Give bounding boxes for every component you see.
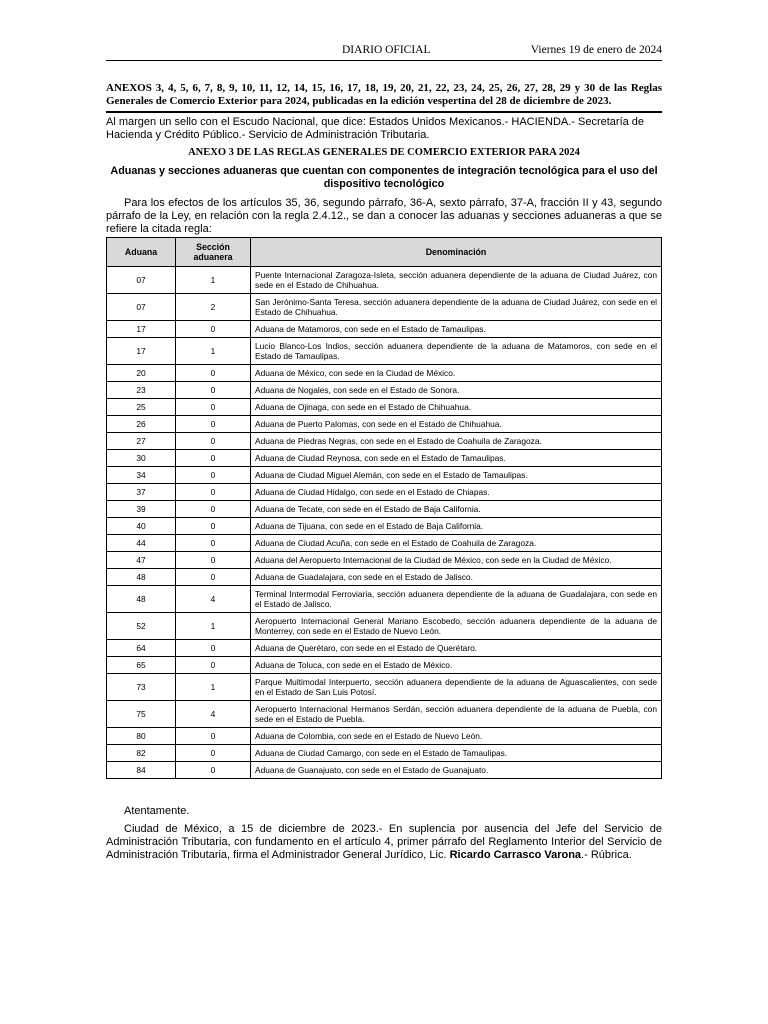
denominacion-cell: Aduana de Nogales, con sede en el Estado de Sonora. [251, 382, 662, 399]
denominacion-cell: Aduana de Matamoros, con sede en el Estado de Tamaulipas. [251, 321, 662, 338]
table-row [107, 294, 662, 321]
aduana-cell: 84 [107, 762, 176, 779]
seccion-cell: 0 [176, 640, 251, 657]
denominacion-cell: Aduana de Tijuana, con sede en el Estado de Baja California. [251, 518, 662, 535]
document-page [106, 0, 662, 862]
denominacion-cell: Terminal Intermodal Ferroviaria, sección aduanera dependiente de la aduana de Guadalajara, con sede en el Estado de Jalisco. [251, 586, 662, 613]
aduana-cell: 17 [107, 321, 176, 338]
header-denominacion: Denominación [251, 238, 662, 267]
denominacion-cell: Puente Internacional Zaragoza-Isleta, sección aduanera dependiente de la aduana de Ciudad Juárez, con sede en el Estado de Chihuahua. [251, 267, 662, 294]
header-aduana: Aduana [107, 238, 176, 267]
seccion-cell: 0 [176, 382, 251, 399]
denominacion-cell: Aduana de Tecate, con sede en el Estado de Baja California. [251, 501, 662, 518]
denominacion-cell: Aduana de Piedras Negras, con sede en el Estado de Coahuila de Zaragoza. [251, 433, 662, 450]
aduana-cell: 52 [107, 613, 176, 640]
table-row [107, 450, 662, 467]
denominacion-cell: Aduana de Ciudad Hidalgo, con sede en el Estado de Chiapas. [251, 484, 662, 501]
aduana-cell: 44 [107, 535, 176, 552]
aduana-cell: 48 [107, 569, 176, 586]
publication-date: Viernes 19 de enero de 2024 [530, 44, 662, 56]
seccion-cell: 0 [176, 484, 251, 501]
page-header [106, 0, 662, 66]
aduana-cell: 73 [107, 674, 176, 701]
denominacion-cell: Aduana de México, con sede en la Ciudad de México. [251, 365, 662, 382]
publication-name: DIARIO OFICIAL [342, 44, 431, 56]
table-row [107, 657, 662, 674]
seccion-cell: 0 [176, 321, 251, 338]
table-row [107, 321, 662, 338]
seccion-cell: 0 [176, 467, 251, 484]
denominacion-cell: Aeropuerto Internacional Hermanos Serdán, sección aduanera dependiente de la aduana de Puebla, con sede en el Estado de Puebla. [251, 701, 662, 728]
aduana-cell: 25 [107, 399, 176, 416]
section-heading: ANEXO 3 DE LAS REGLAS GENERALES DE COMERCIO EXTERIOR PARA 2024 [188, 147, 580, 158]
table-row [107, 535, 662, 552]
seccion-cell: 0 [176, 569, 251, 586]
aduana-cell: 40 [107, 518, 176, 535]
aduana-cell: 80 [107, 728, 176, 745]
aduana-cell: 34 [107, 467, 176, 484]
denominacion-cell: Aduana de Puerto Palomas, con sede en el Estado de Chihuahua. [251, 416, 662, 433]
table-row [107, 382, 662, 399]
table-row [107, 552, 662, 569]
denominacion-cell: Aduana de Ojinaga, con sede en el Estado de Chihuahua. [251, 399, 662, 416]
seccion-cell: 0 [176, 535, 251, 552]
denominacion-cell: Aduana del Aeropuerto Internacional de la Ciudad de México, con sede en la Ciudad de México. [251, 552, 662, 569]
seccion-cell: 0 [176, 416, 251, 433]
aduana-cell: 27 [107, 433, 176, 450]
seccion-cell: 0 [176, 501, 251, 518]
denominacion-cell: Aduana de Querétaro, con sede en el Estado de Querétaro. [251, 640, 662, 657]
denominacion-cell: Aeropuerto Internacional General Mariano Escobedo, sección aduanera dependiente de la aduana de Monterrey, con sede en el Estado de Nuevo León. [251, 613, 662, 640]
table-row [107, 613, 662, 640]
denominacion-cell: Lucio Blanco-Los Indios, sección aduanera dependiente de la aduana de Matamoros, con sede en el Estado de Tamaulipas. [251, 338, 662, 365]
denominacion-cell: Parque Multimodal Interpuerto, sección aduanera dependiente de la aduana de Aguascalientes, con sede en el Estado de San Luis Potosí. [251, 674, 662, 701]
table-row [107, 745, 662, 762]
denominacion-cell: Aduana de Guanajuato, con sede en el Estado de Guanajuato. [251, 762, 662, 779]
table-row [107, 416, 662, 433]
table-row [107, 640, 662, 657]
table-row [107, 501, 662, 518]
seccion-cell: 0 [176, 399, 251, 416]
aduana-cell: 23 [107, 382, 176, 399]
table-row [107, 586, 662, 613]
aduana-cell: 48 [107, 586, 176, 613]
header-seccion: Sección aduanera [176, 238, 251, 267]
denominacion-cell: San Jerónimo-Santa Teresa, sección aduanera dependiente de la aduana de Ciudad Juárez, con sede en el Estado de Chihuahua. [251, 294, 662, 321]
seccion-cell: 1 [176, 674, 251, 701]
table-row [107, 728, 662, 745]
seccion-cell: 0 [176, 745, 251, 762]
table-row [107, 399, 662, 416]
seccion-cell: 0 [176, 365, 251, 382]
aduana-cell: 75 [107, 701, 176, 728]
seccion-cell: 2 [176, 294, 251, 321]
closing-rubrica: .- Rúbrica. [581, 848, 632, 861]
table-row [107, 365, 662, 382]
seccion-cell: 0 [176, 762, 251, 779]
aduana-cell: 30 [107, 450, 176, 467]
aduana-cell: 07 [107, 294, 176, 321]
aduana-cell: 82 [107, 745, 176, 762]
seccion-cell: 0 [176, 552, 251, 569]
denominacion-cell: Aduana de Colombia, con sede en el Estado de Nuevo León. [251, 728, 662, 745]
intro-paragraph: Para los efectos de los artículos 35, 36, segundo párrafo, 36-A, sexto párrafo, 37-A, fracción II y 43, segundo párrafo de la Ley, en relación con la regla 2.4.12., se dan a conocer las aduanas y secciones aduaneras a que se refiere la citada regla: [106, 197, 662, 235]
aduana-cell: 65 [107, 657, 176, 674]
seal-text: Al margen un sello con el Escudo Nacional, que dice: Estados Unidos Mexicanos.- HACIENDA.- Secretaría de Hacienda y Crédito Público.- Servicio de Administración Tributaria. [106, 116, 645, 141]
aduana-cell: 39 [107, 501, 176, 518]
aduana-cell: 37 [107, 484, 176, 501]
table-row [107, 674, 662, 701]
table-row [107, 467, 662, 484]
closing-text: Ciudad de México, a 15 de diciembre de 2023.- En suplencia por ausencia del Jefe del Servicio de Administración Tributaria, con fundamento en el artículo 4, primer párrafo del Reglamento Interior del Servicio de Administración Tributaria, firma el Administrador General Jurídico, Lic. [106, 823, 662, 861]
table-row [107, 433, 662, 450]
aduana-cell: 64 [107, 640, 176, 657]
table-row [107, 338, 662, 365]
seccion-cell: 1 [176, 267, 251, 294]
denominacion-cell: Aduana de Ciudad Reynosa, con sede en el Estado de Tamaulipas. [251, 450, 662, 467]
customs-table [106, 237, 662, 779]
aduana-cell: 17 [107, 338, 176, 365]
table-row [107, 267, 662, 294]
denominacion-cell: Aduana de Ciudad Acuña, con sede en el Estado de Coahuila de Zaragoza. [251, 535, 662, 552]
seccion-cell: 0 [176, 518, 251, 535]
aduana-cell: 07 [107, 267, 176, 294]
seccion-cell: 0 [176, 450, 251, 467]
seccion-cell: 4 [176, 701, 251, 728]
closing-paragraph [106, 823, 662, 861]
seccion-cell: 1 [176, 613, 251, 640]
closing-salutation: Atentamente. [124, 805, 190, 818]
aduana-cell: 26 [107, 416, 176, 433]
header-rule [106, 60, 662, 61]
aduana-cell: 47 [107, 552, 176, 569]
denominacion-cell: Aduana de Ciudad Camargo, con sede en el Estado de Tamaulipas. [251, 745, 662, 762]
seccion-cell: 0 [176, 657, 251, 674]
annex-title: ANEXOS 3, 4, 5, 6, 7, 8, 9, 10, 11, 12, 14, 15, 16, 17, 18, 19, 20, 21, 22, 23, 24, 25, 26, 27, 28, 29 y 30 de las Reglas Generales de Comercio Exterior para 2024, publicadas en la edición vespertina del 28 de diciembre de 2023. [106, 82, 662, 107]
seccion-cell: 0 [176, 433, 251, 450]
seccion-cell: 0 [176, 728, 251, 745]
seccion-cell: 4 [176, 586, 251, 613]
title-divider [106, 111, 662, 113]
seccion-cell: 1 [176, 338, 251, 365]
table-row [107, 518, 662, 535]
table-row [107, 569, 662, 586]
document-subtitle: Aduanas y secciones aduaneras que cuentan con componentes de integración tecnológica para el uso del dispositivo tecnológico [110, 165, 658, 190]
denominacion-cell: Aduana de Ciudad Miguel Alemán, con sede en el Estado de Tamaulipas. [251, 467, 662, 484]
table-header-row [107, 238, 662, 267]
denominacion-cell: Aduana de Toluca, con sede en el Estado de México. [251, 657, 662, 674]
table-row [107, 484, 662, 501]
signer-name: Ricardo Carrasco Varona [449, 848, 582, 861]
table-body [107, 267, 662, 779]
denominacion-cell: Aduana de Guadalajara, con sede en el Estado de Jalisco. [251, 569, 662, 586]
aduana-cell: 20 [107, 365, 176, 382]
table-row [107, 762, 662, 779]
table-row [107, 701, 662, 728]
